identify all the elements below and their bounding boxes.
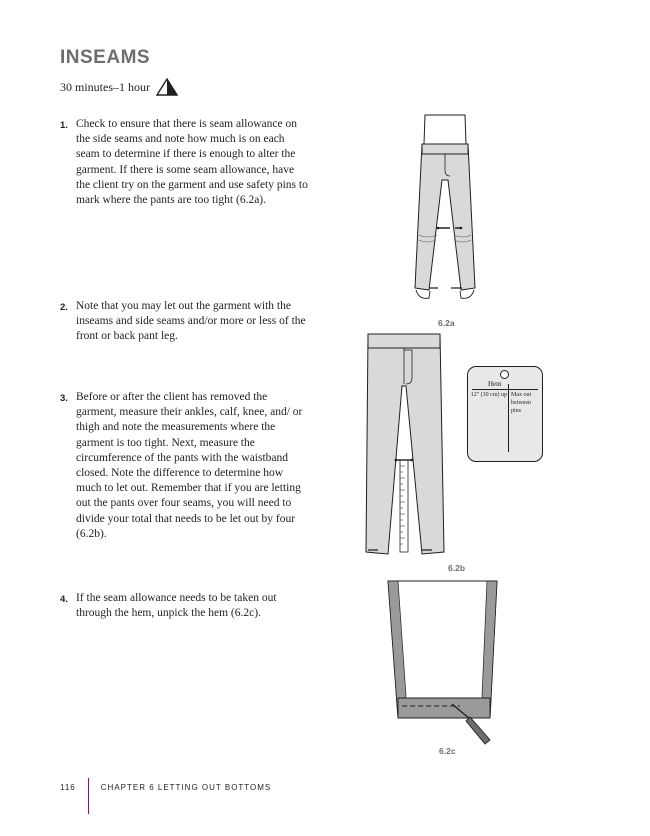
page-footer [60,778,271,814]
step-number: 1. [60,120,68,131]
step-1 [60,117,310,208]
page-number: 116 [60,783,76,792]
step-2 [60,299,310,345]
difficulty-triangle-icon [156,78,178,96]
step-text: Note that you may let out the garment with the inseams and side seams and/or more or less of the front or back pant leg. [76,300,306,343]
tag-header: Hem [488,380,502,388]
time-estimate [60,78,178,96]
figure-caption-6-2b: 6.2b [448,563,466,573]
step-number: 3. [60,393,68,404]
step-number: 4. [60,594,68,605]
figure-caption-6-2c: 6.2c [439,746,456,756]
figure-caption-6-2a: 6.2a [438,318,455,328]
step-text: If the seam allowance needs to be taken out through the hem, unpick the hem (6.2c). [76,592,277,620]
footer-divider [88,778,89,814]
step-3 [60,390,310,542]
chapter-title: CHAPTER 6 LETTING OUT BOTTOMS [100,783,272,792]
figure-6-2b [360,328,450,558]
measurement-tag [467,366,543,462]
time-estimate-text: 30 minutes–1 hour [60,79,150,94]
step-text: Check to ensure that there is seam allowance on the side seams and note how much is on each seam to determine if there is enough to alter the garment. If there is some seam allowance, have the client try on the garment and use safety pins to mark where the pants are too tight (6.2a). [76,118,308,207]
page-heading: INSEAMS [60,47,151,68]
tag-right-column: Max out between pins [511,392,532,414]
step-text: Before or after the client has removed the garment, measure their ankles, calf, knee, and/ or thigh and note the measurements where the garment is too tight. Next, measure the circumference of the pants with the waistband closed. Note the difference to determine how much to let out. Remember that if you are letting out the pants over four seams, you will need to divide your total that needs to be let out by four (6.2b). [76,391,303,540]
figure-6-2a [405,110,485,315]
step-4 [60,591,310,621]
tag-left-column: 12" (30 cm) up [470,392,507,398]
figure-6-2c [380,578,505,748]
step-number: 2. [60,302,68,313]
